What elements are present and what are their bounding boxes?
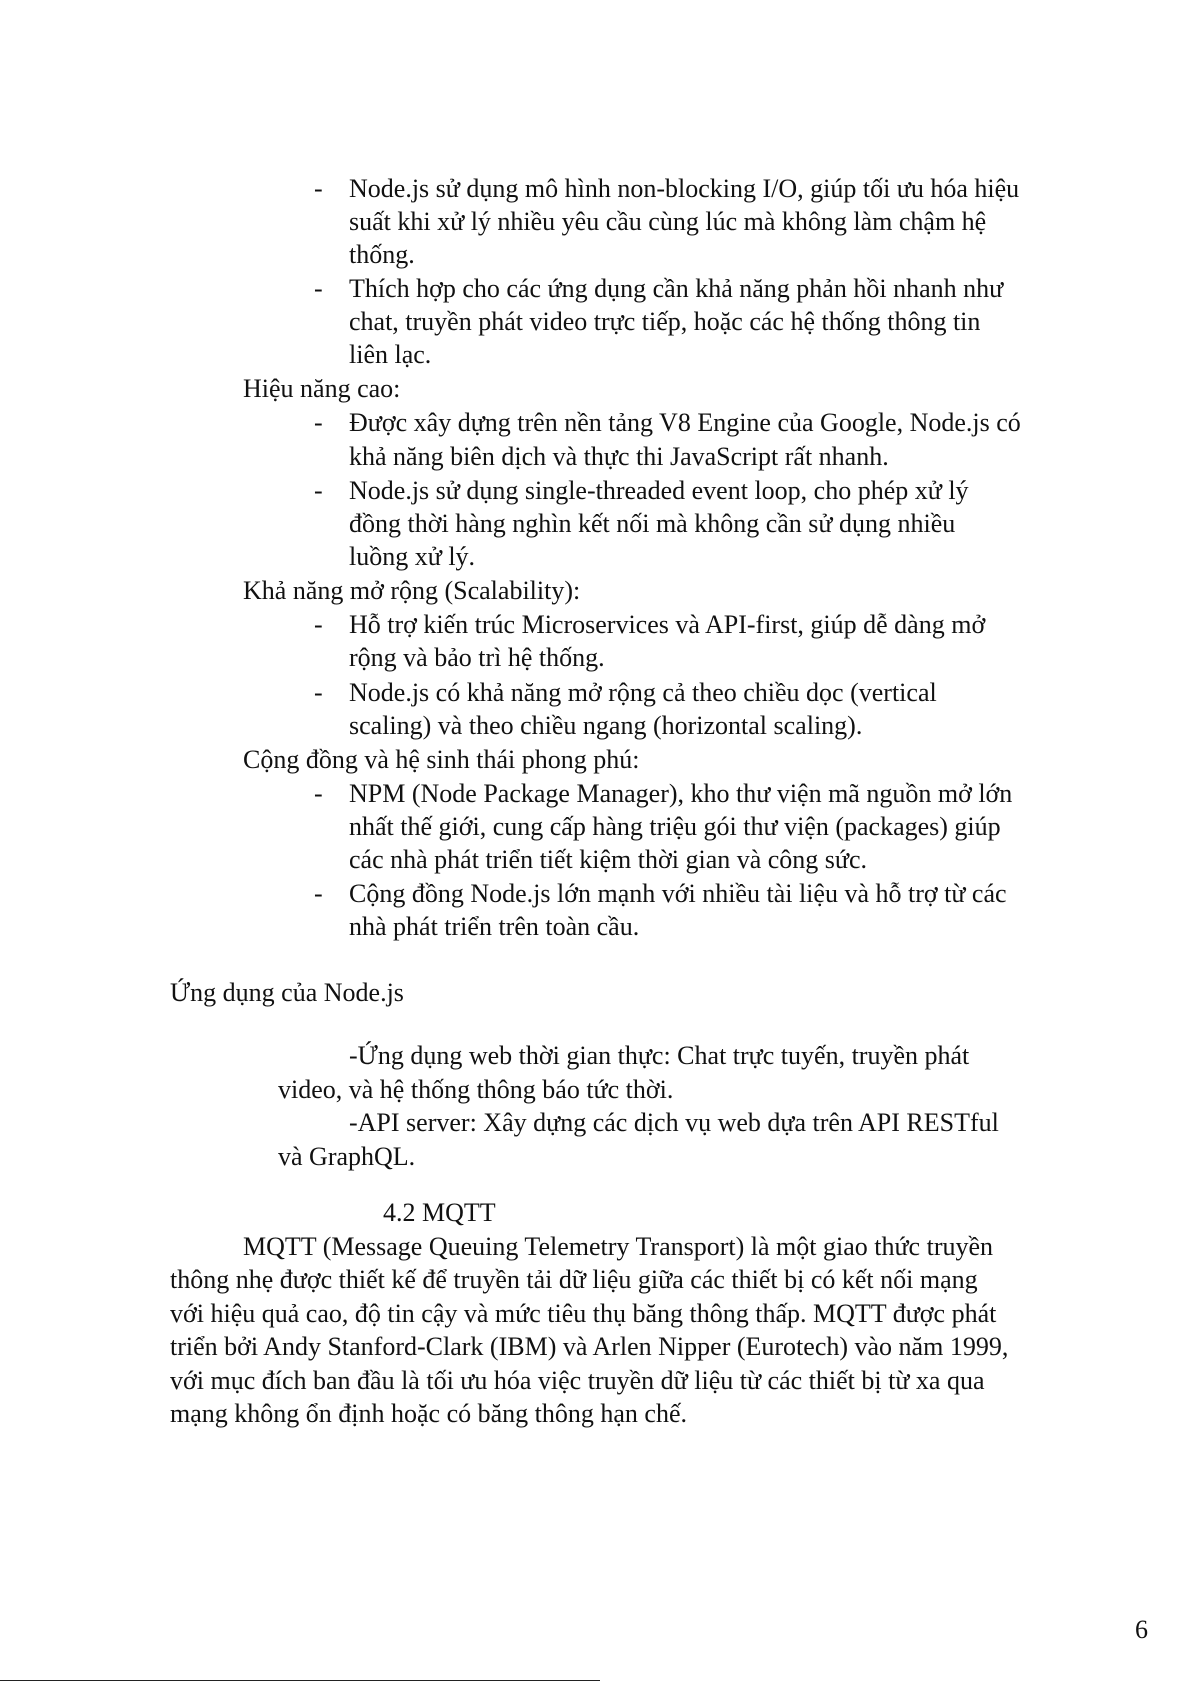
application-item-continuation: và GraphQL. — [278, 1142, 416, 1171]
application-item-first-line: -API server: Xây dựng các dịch vụ web dựa trên API RESTful — [349, 1108, 999, 1137]
paragraph-line: thông nhẹ được thiết kế để truyền tải dữ liệu giữa các thiết bị có kết nối mạng — [170, 1265, 978, 1294]
application-item-first-line: -Ứng dụng web thời gian thực: Chat trực tuyến, truyền phát — [349, 1041, 970, 1070]
paragraph-line: với mục đích ban đầu là tối ưu hóa việc truyền dữ liệu từ các thiết bị từ xa qua — [170, 1366, 985, 1395]
paragraph-line: mạng không ổn định hoặc có băng thông hạn chế. — [170, 1399, 687, 1428]
application-item-continuation: video, và hệ thống thông báo tức thời. — [278, 1075, 674, 1104]
bullet-text-line: rộng và bảo trì hệ thống. — [349, 643, 605, 672]
bullet-text-line: Node.js sử dụng single-threaded event loop, cho phép xử lý — [349, 476, 969, 505]
bullet-text-line: nhà phát triển trên toàn cầu. — [349, 912, 640, 941]
paragraph-line: MQTT (Message Queuing Telemetry Transport) là một giao thức truyền — [243, 1232, 994, 1261]
bullet-marker: - — [314, 879, 323, 908]
bullet-text-line: các nhà phát triển tiết kiệm thời gian và công sức. — [349, 845, 868, 874]
bullet-text-line: Được xây dựng trên nền tảng V8 Engine của Google, Node.js có — [349, 408, 1021, 437]
bullet-text-line: scaling) và theo chiều ngang (horizontal scaling). — [349, 711, 863, 740]
applications-heading: Ứng dụng của Node.js — [170, 978, 404, 1007]
paragraph-line: triển bởi Andy Stanford-Clark (IBM) và Arlen Nipper (Eurotech) vào năm 1999, — [170, 1332, 1009, 1361]
bullet-text-line: Cộng đồng Node.js lớn mạnh với nhiều tài liệu và hỗ trợ từ các — [349, 879, 1007, 908]
bullet-text-line: Node.js có khả năng mở rộng cả theo chiều dọc (vertical — [349, 678, 937, 707]
bullet-text-line: thống. — [349, 240, 415, 269]
bullet-text-line: Hỗ trợ kiến trúc Microservices và API-first, giúp dễ dàng mở — [349, 610, 986, 639]
bullet-text-line: luồng xử lý. — [349, 542, 476, 571]
bullet-text-line: NPM (Node Package Manager), kho thư viện mã nguồn mở lớn — [349, 779, 1013, 808]
bullet-text-line: chat, truyền phát video trực tiếp, hoặc các hệ thống thông tin — [349, 307, 981, 336]
bullet-marker: - — [314, 779, 323, 808]
bullet-marker: - — [314, 174, 323, 203]
bullet-text-line: liên lạc. — [349, 340, 432, 369]
section-heading: Khả năng mở rộng (Scalability): — [243, 576, 581, 605]
section-heading: Cộng đồng và hệ sinh thái phong phú: — [243, 745, 640, 774]
bullet-text-line: đồng thời hàng nghìn kết nối mà không cần sử dụng nhiều — [349, 509, 956, 538]
bullet-text-line: khả năng biên dịch và thực thi JavaScript rất nhanh. — [349, 442, 889, 471]
section-heading: Hiệu năng cao: — [243, 374, 401, 403]
bullet-marker: - — [314, 476, 323, 505]
bullet-text-line: Node.js sử dụng mô hình non-blocking I/O, giúp tối ưu hóa hiệu — [349, 174, 1020, 203]
paragraph-line: với hiệu quả cao, độ tin cậy và mức tiêu thụ băng thông thấp. MQTT được phát — [170, 1299, 997, 1328]
page-number: 6 — [1135, 1615, 1148, 1644]
mqtt-heading: 4.2 MQTT — [383, 1198, 496, 1227]
bullet-text-line: suất khi xử lý nhiều yêu cầu cùng lúc mà không làm chậm hệ — [349, 207, 987, 236]
bullet-text-line: Thích hợp cho các ứng dụng cần khả năng phản hồi nhanh như — [349, 274, 1004, 303]
bullet-marker: - — [314, 274, 323, 303]
bullet-marker: - — [314, 678, 323, 707]
footer-divider — [0, 1680, 600, 1681]
bullet-text-line: nhất thế giới, cung cấp hàng triệu gói thư viện (packages) giúp — [349, 812, 1001, 841]
bullet-marker: - — [314, 610, 323, 639]
bullet-marker: - — [314, 408, 323, 437]
